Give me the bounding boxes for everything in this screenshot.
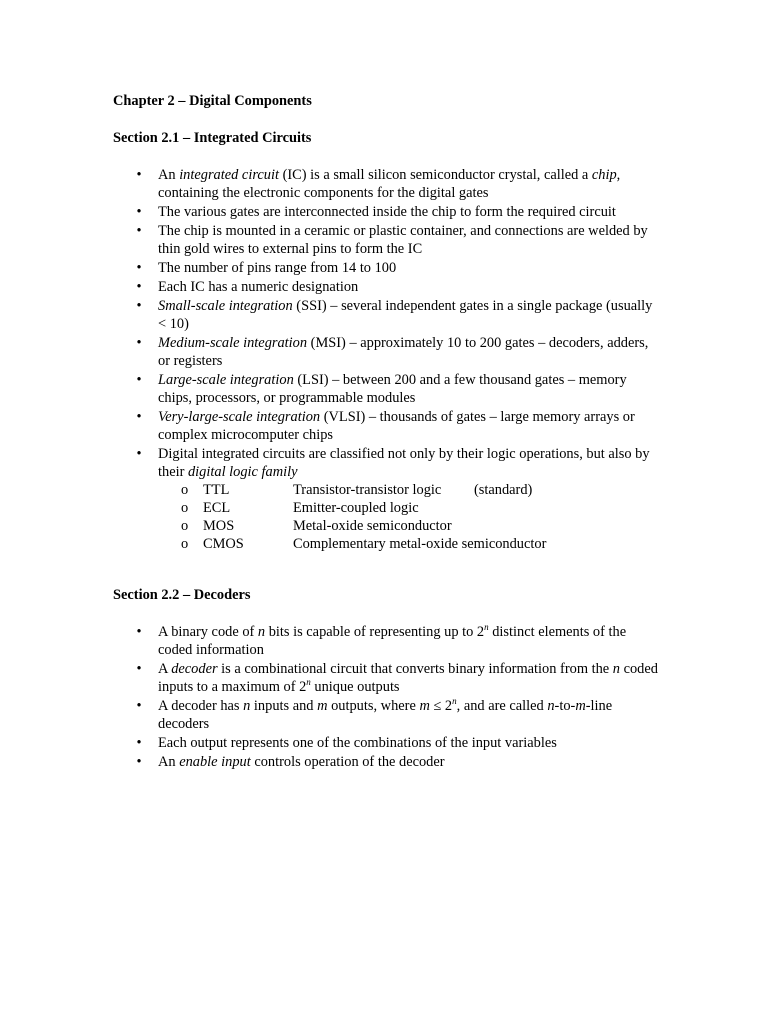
logic-family-item: o ECL Emitter-coupled logic	[181, 500, 419, 516]
list-item: • Small-scale integration (SSI) – several independent gates in a single package (usually < 10)	[0, 297, 658, 333]
list-item: • The number of pins range from 14 to 100	[0, 259, 658, 277]
chapter-title: Chapter 2 – Digital Components	[113, 93, 312, 109]
bullet-icon: •	[136, 204, 142, 220]
bullet-icon: •	[136, 335, 142, 351]
list-item: • A decoder is a combinational circuit that converts binary information from the n coded inputs to a maximum of 2$^n$ unique outputs	[0, 660, 658, 696]
section-2-1-title: Section 2.1 – Integrated Circuits	[113, 130, 312, 146]
bullet-icon: •	[136, 446, 142, 462]
list-item: • Medium-scale integration (MSI) – approximately 10 to 200 gates – decoders, adders, or registers	[0, 334, 658, 370]
logic-family-list	[158, 481, 658, 553]
bullet-icon: •	[136, 260, 142, 276]
section-2-2-bullet-list	[0, 623, 768, 771]
sub-bullet-icon: o	[181, 536, 189, 552]
sub-bullet-icon: o	[181, 500, 189, 516]
sub-bullet-icon: o	[181, 482, 189, 498]
logic-family-item: o MOS Metal-oxide semiconductor	[181, 518, 452, 534]
sub-bullet-icon: o	[181, 518, 189, 534]
list-item: • An enable input controls operation of the decoder	[0, 753, 658, 771]
list-item: • A decoder has n inputs and m outputs, where $m \le 2^n$, and are called n-to-m-line decoders	[0, 697, 658, 733]
list-item: • Digital integrated circuits are classified not only by their logic operations, but also by their digital logic family o TTL Transistor-transistor logic (standard) o ECL Emitter-coupled logic o MOS Metal-oxide semiconductor o CMOS Complementary metal-oxide semiconductor	[0, 445, 658, 553]
bullet-icon: •	[136, 661, 142, 677]
bullet-icon: •	[136, 223, 142, 239]
bullet-icon: •	[136, 735, 142, 751]
list-item: • Each output represents one of the combinations of the input variables	[0, 734, 658, 752]
bullet-icon: •	[136, 624, 142, 640]
list-item: • A binary code of n bits is capable of representing up to 2$^n$ distinct elements of the coded information	[0, 623, 658, 659]
list-item: • Each IC has a numeric designation	[0, 278, 658, 296]
bullet-icon: •	[136, 698, 142, 714]
bullet-icon: •	[136, 372, 142, 388]
list-item: • Very-large-scale integration (VLSI) – thousands of gates – large memory arrays or complex microcomputer chips	[0, 408, 658, 444]
section-2-2-title: Section 2.2 – Decoders	[113, 587, 251, 603]
bullet-icon: •	[136, 409, 142, 425]
list-item: • The various gates are interconnected inside the chip to form the required circuit	[0, 203, 658, 221]
list-item: • Large-scale integration (LSI) – between 200 and a few thousand gates – memory chips, processors, or programmable modules	[0, 371, 658, 407]
list-item: • The chip is mounted in a ceramic or plastic container, and connections are welded by thin gold wires to external pins to form the IC	[0, 222, 658, 258]
logic-family-item: o CMOS Complementary metal-oxide semiconductor	[181, 536, 547, 552]
bullet-icon: •	[136, 167, 142, 183]
bullet-icon: •	[136, 298, 142, 314]
logic-family-item: o TTL Transistor-transistor logic (standard)	[181, 482, 533, 498]
list-item: • An integrated circuit (IC) is a small silicon semiconductor crystal, called a chip, containing the electronic components for the digital gates	[0, 166, 658, 202]
bullet-icon: •	[136, 754, 142, 770]
bullet-icon: •	[136, 279, 142, 295]
section-2-1-bullet-list	[0, 166, 768, 553]
